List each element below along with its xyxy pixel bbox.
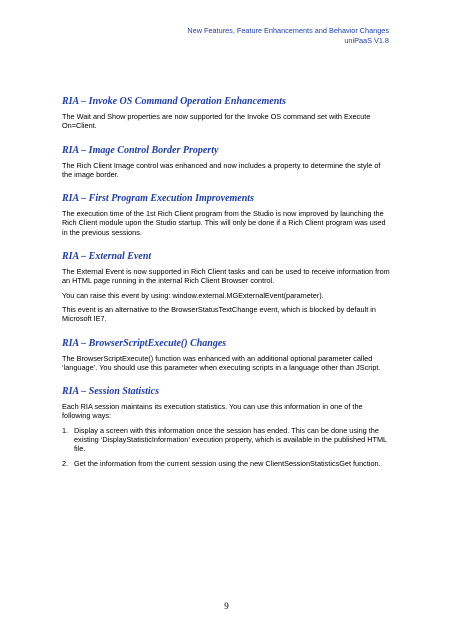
paragraph: The External Event is now supported in Rich Client tasks and can be used to receive information from an HTML page running in the internal Rich Client Browser control. [62, 267, 390, 286]
section-heading: RIA – External Event [62, 251, 152, 263]
section-heading: RIA – BrowserScriptExecute() Changes [62, 337, 227, 349]
page-number: 9 [224, 601, 229, 611]
paragraph: The Wait and Show properties are now supported for the Invoke OS command set with Execute On=Client. [62, 112, 371, 131]
paragraph: This event is an alternative to the BrowserStatusTextChange event, which is blocked by default in Microsoft IE7. [62, 304, 376, 324]
section-heading: RIA – Image Control Border Property [62, 144, 219, 156]
section-invoke-os [62, 96, 392, 131]
paragraph: The Rich Client Image control was enhanced and now includes a property to determine the style of the image border. [62, 160, 381, 179]
header-version: uniPaaS V1.8 [344, 36, 389, 45]
list-text: Display a screen with this information once the session has ended. This can be done using the existing ‘DisplayStatisticInformation’ execution property, which is available in the published HTML file. [74, 425, 387, 454]
list-number: 2. [62, 458, 69, 468]
paragraph: You can raise this event by using: window.external.MGExternalEvent(parameter). [62, 290, 324, 300]
paragraph: Each RIA session maintains its execution statistics. You can use this information in one of the following ways: [62, 402, 363, 421]
document-body [62, 96, 392, 473]
section-session-statistics [62, 386, 392, 468]
section-image-border [62, 145, 392, 180]
section-external-event [62, 251, 392, 323]
running-header [187, 26, 389, 46]
list-number: 1. [62, 425, 69, 435]
section-browser-script [62, 338, 392, 373]
section-first-program [62, 193, 392, 237]
section-heading: RIA – First Program Execution Improvements [62, 193, 254, 205]
list-item [62, 426, 392, 454]
paragraph: The BrowserScriptExecute() function was enhanced with an additional optional parameter called ‘language’. You should use this parameter when executing scripts in a language other than JScript. [62, 353, 381, 372]
header-title: New Features, Feature Enhancements and Behavior Changes [187, 26, 389, 35]
paragraph: The execution time of the 1st Rich Client program from the Studio is now improved by launching the Rich Client module upon the Studio startup. This will only be done if a Rich Client program was used in the previous sessions. [62, 209, 386, 237]
numbered-list [62, 426, 392, 468]
list-item [62, 459, 392, 468]
section-heading: RIA – Invoke OS Command Operation Enhancements [62, 96, 286, 107]
section-heading: RIA – Session Statistics [62, 386, 159, 398]
list-text: Get the information from the current session using the new ClientSessionStatisticsGet function. [74, 458, 381, 468]
